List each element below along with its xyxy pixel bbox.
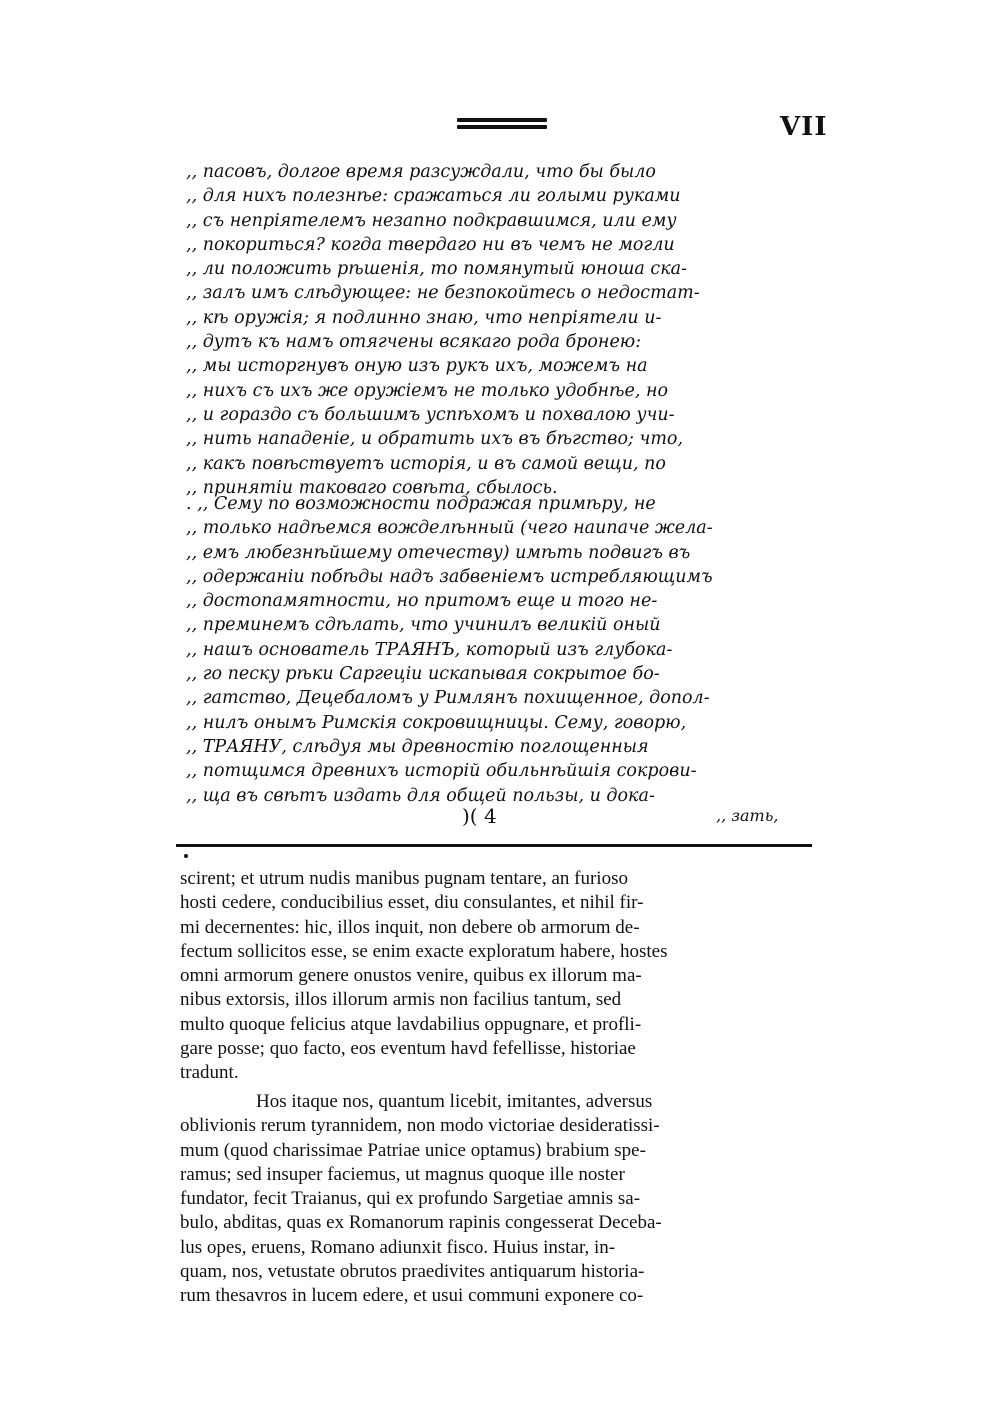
- text-line: ,, какъ повѣствуетъ исторія, и въ самой вещи, по: [186, 453, 666, 474]
- text-line: ,, и гораздо съ большимъ успѣхомъ и похвалою учи-: [186, 404, 675, 425]
- text-line: ,, нашъ основатель ТРАЯНЪ, который изъ глубока-: [186, 639, 673, 660]
- text-line: Hos itaque nos, quantum licebit, imitantes, adversus: [256, 1091, 653, 1112]
- text-line: fundator, fecit Traianus, qui ex profundo Sargetiae amnis sa-: [180, 1188, 641, 1210]
- text-line: ,, емъ любезнѣйшему отечеству) имѣть подвигъ въ: [186, 542, 691, 563]
- text-line: ,, нилъ онымъ Римскія сокровищницы. Сему, говорю,: [186, 712, 687, 733]
- text-line: oblivionis rerum tyrannidem, non modo victoriae desideratissi-: [180, 1115, 660, 1137]
- text-line: mi decernentes: hic, illos inquit, non debere ob armorum de-: [180, 916, 640, 938]
- text-line: ,, пасовъ, долгое время разсуждали, что бы было: [186, 162, 656, 182]
- text-line: ,, потщимся древнихъ исторій обильнѣйшія сокрови-: [186, 761, 697, 782]
- text-line: tradunt.: [180, 1062, 239, 1084]
- text-line: rum thesavros in lucem edere, et usui communi exponere co-: [180, 1285, 644, 1307]
- text-line: ,, ли положить рѣшенія, то помянутый юноша ска-: [186, 259, 688, 280]
- text-line: ,, дутъ къ намъ отягчены всякаго рода бронею:: [186, 332, 642, 353]
- text-line: multo quoque felicius atque lavdabilius oppugnare, et profli-: [180, 1013, 642, 1035]
- text-line: mum (quod charissimae Patriae unice optamus) brabium spe-: [180, 1139, 646, 1161]
- text-line: ,, съ непріятелемъ незапно подкравшимся, или ему: [186, 210, 677, 231]
- text-line: ,, для нихъ полезнѣе: сражаться ли голыми руками: [186, 186, 681, 207]
- latin-paragraph-2: [180, 1090, 806, 1309]
- text-line: ,, достопамятности, но притомъ еще и того не-: [186, 591, 658, 612]
- header-ornament-rule: [457, 118, 547, 132]
- text-line: nibus extorsis, illos illorum armis non facilius tantum, sed: [180, 989, 622, 1011]
- text-line: ,, нихъ съ ихъ же оружіемъ не только удобнѣе, но: [186, 380, 669, 401]
- text-line: ,, покориться? когда твердаго ни въ чемъ не могли: [186, 234, 675, 255]
- text-line: ,, залъ имъ слѣдующее: не безпокойтесь о недостат-: [186, 283, 700, 304]
- text-line: ,, нить нападеніе, и обратить ихъ въ бѣгство; что,: [186, 429, 684, 450]
- text-line: ,, гатство, Децебаломъ у Римлянъ похищенное, допол-: [186, 688, 710, 709]
- text-line: ,, кѣ оружія; я подлинно знаю, что непріятели и-: [186, 307, 662, 328]
- text-line: ramus; sed insuper faciemus, ut magnus quoque ille noster: [180, 1163, 625, 1185]
- catchword: ,, зать,: [716, 806, 779, 825]
- page-number: VII: [780, 112, 828, 142]
- text-line: hosti cedere, conducibilius esset, diu consulantes, et nihil fir-: [180, 892, 644, 914]
- text-line: ,, принятіи таковаго совѣта, сбылось.: [186, 477, 558, 498]
- text-line: ,, только надѣемся вожделѣнный (чего наипаче жела-: [186, 518, 713, 539]
- text-line: ,, ТРАЯНУ, слѣдуя мы древностію поглощенныя: [186, 736, 649, 757]
- text-line: lus opes, eruens, Romano adiunxit fisco. Huius instar, in-: [180, 1236, 616, 1258]
- text-line: ,, ща въ свѣтъ издать для общей пользы, и дока-: [186, 785, 655, 806]
- latin-paragraph-1: [180, 867, 806, 1086]
- text-line: . ,, Сему по возможности подражая примѣру, не: [186, 494, 656, 514]
- section-divider: [176, 844, 812, 847]
- text-line: quam, nos, vetustate obrutos praedivites antiquarum historia-: [180, 1261, 645, 1283]
- russian-paragraph-2: [186, 492, 826, 808]
- text-line: ,, преминемъ сдѣлать, что учинилъ великій оный: [186, 615, 661, 636]
- russian-paragraph-1: [186, 160, 826, 500]
- text-line: fectum sollicitos esse, se enim exacte exploratum habere, hostes: [180, 940, 668, 962]
- text-line: omni armorum genere onustos venire, quibus ex illorum ma-: [180, 965, 642, 987]
- text-line: bulo, abditas, quas ex Romanorum rapinis congesserat Deceba-: [180, 1212, 662, 1234]
- text-line: ,, одержаніи побѣды надъ забвеніемъ истребляющимъ: [186, 566, 713, 587]
- text-line: ,, го песку рѣки Саргеціи искапывая сокрытое бо-: [186, 664, 660, 685]
- text-line: gare posse; quo facto, eos eventum havd fefellisse, historiae: [180, 1038, 636, 1060]
- signature-mark: )( 4: [462, 804, 497, 828]
- text-line: scirent; et utrum nudis manibus pugnam tentare, an furioso: [180, 868, 628, 889]
- text-line: ,, мы исторгнувъ оную изъ рукъ ихъ, можемъ на: [186, 356, 648, 377]
- divider-dot: [184, 854, 188, 858]
